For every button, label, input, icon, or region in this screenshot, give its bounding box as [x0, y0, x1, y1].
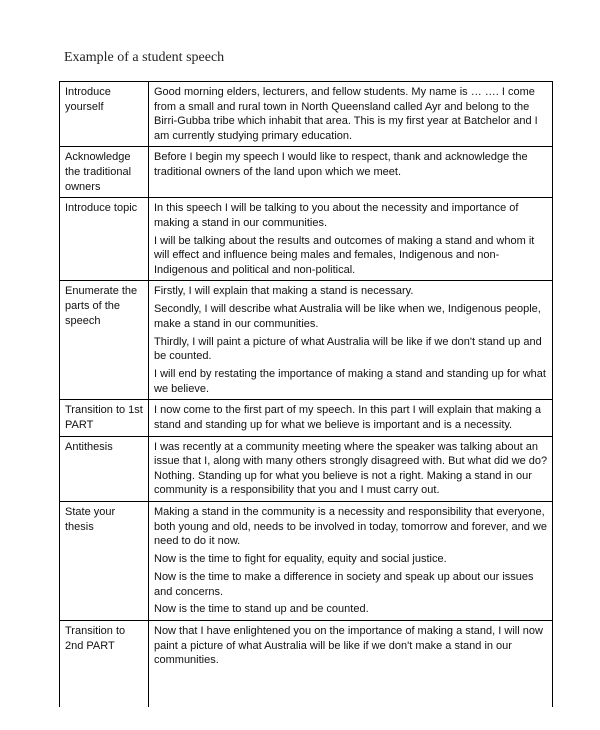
row-content [149, 621, 553, 708]
content-paragraph: Making a stand in the community is a necessity and responsibility that everyone, both young and old, needs to be involved in today, tomorrow and forever, and we need to do it now. [154, 506, 547, 548]
content-paragraph: Before I begin my speech I would like to respect, thank and acknowledge the traditional owners of the land upon which we meet. [154, 151, 528, 178]
row-label: Transition to 2nd PART [60, 621, 149, 708]
row-content [149, 436, 553, 501]
row-content [149, 502, 553, 621]
row-label: Antithesis [60, 436, 149, 501]
row-content [149, 147, 553, 198]
content-paragraph: Now is the time to make a difference in society and speak up about our issues and concerns. [154, 571, 534, 598]
content-paragraph: In this speech I will be talking to you about the necessity and importance of making a stand in our communities. [154, 202, 519, 229]
row-label: Enumerate the parts of the speech [60, 281, 149, 400]
content-paragraph: Now is the time to fight for equality, equity and social justice. [154, 553, 447, 566]
table-row [60, 436, 553, 501]
row-label: State your thesis [60, 502, 149, 621]
table-row [60, 400, 553, 436]
row-label: Acknowledge the traditional owners [60, 147, 149, 198]
row-content [149, 400, 553, 436]
row-content [149, 82, 553, 147]
content-paragraph: Now that I have enlightened you on the importance of making a stand, I will now paint a picture of what Australia will be like if we don't make a stand in our communities. [154, 625, 543, 667]
table-row [60, 198, 553, 281]
row-label: Introduce yourself [60, 82, 149, 147]
table-row [60, 502, 553, 621]
content-paragraph: I will end by restating the importance of making a stand and standing up for what we believe. [154, 368, 546, 395]
page-title: Example of a student speech [64, 50, 225, 65]
content-paragraph: I now come to the first part of my speech. In this part I will explain that making a stand and standing up for what we believe is important and is a necessity. [154, 404, 542, 432]
row-content [149, 198, 553, 281]
row-content [149, 281, 553, 400]
content-paragraph: Now is the time to stand up and be counted. [154, 603, 369, 616]
content-paragraph: Secondly, I will describe what Australia will be like when we, Indigenous people, make a stand in our communities. [154, 303, 541, 330]
table-row [60, 147, 553, 198]
table-row [60, 82, 553, 147]
content-paragraph: I will be talking about the results and outcomes of making a stand and whom it will effect and influence being males and females, Indigenous and non-Indigenous and political and non-political. [154, 234, 535, 276]
row-label: Transition to 1st PART [60, 400, 149, 436]
content-paragraph: Thirdly, I will paint a picture of what Australia will be like if we don't stand up and be counted. [154, 335, 542, 363]
content-paragraph: I was recently at a community meeting where the speaker was talking about an issue that I, along with many others strongly disagreed with. But what did we do? Nothing. Standing up for what you believe is not a right. Making a stand in our community is a responsibility that you and I must carry out. [154, 440, 548, 497]
content-paragraph: Firstly, I will explain that making a stand is necessary. [154, 285, 414, 298]
table-row [60, 281, 553, 400]
row-label: Introduce topic [60, 198, 149, 281]
content-paragraph: Good morning elders, lecturers, and fellow students. My name is … …. I come from a small and rural town in North Queensland called Ayr and belong to the Birri-Gubba tribe which inhabit that area. This is my first year at Batchelor and I am currently studying primary education. [154, 86, 538, 142]
table-row [60, 621, 553, 708]
speech-table [59, 81, 553, 707]
